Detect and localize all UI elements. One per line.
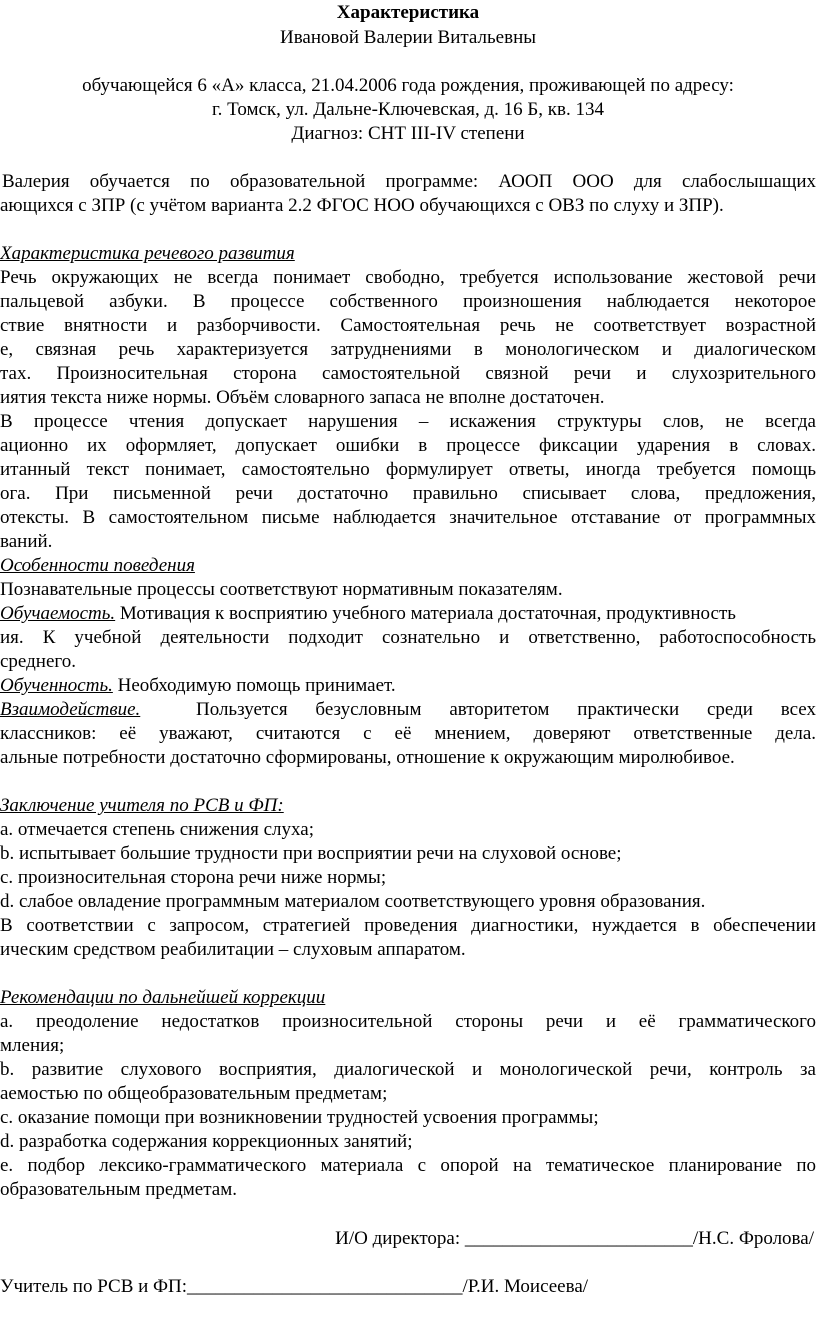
paragraph-line: Познавательные процессы соответствуют нормативным показателям. — [0, 579, 563, 600]
list-item: e. подбор лексико-грамматического материала с опорой на тематическое планирование по — [0, 1155, 816, 1176]
paragraph-line: е, связная речь характеризуется затруднениями в монологическом и диалогическом — [0, 339, 816, 360]
paragraph-line: классников: её уважают, считаются с её мнением, доверяют ответственные дела. — [0, 723, 816, 744]
list-item: c. оказание помощи при возникновении трудностей усвоения программы; — [0, 1107, 599, 1128]
interaction-line — [0, 699, 816, 721]
paragraph-line: тах. Произносительная сторона самостоятельной связной речи и слухозрительного — [0, 363, 816, 384]
intro-line: Валерия обучается по образовательной программе: АООП ООО для слабослышащих — [2, 171, 816, 192]
paragraph-line: ическим средством реабилитации – слуховым аппаратом. — [0, 939, 466, 960]
list-item: d. разработка содержания коррекционных занятий; — [0, 1131, 413, 1152]
learnability-label: Обучаемость. — [0, 603, 116, 624]
learnability-line — [0, 603, 736, 625]
paragraph-line: итанный текст понимает, самостоятельно формулирует ответы, иногда требуется помощь — [0, 459, 816, 480]
paragraph-line: В процессе чтения допускает нарушения – искажения структуры слов, не всегда — [0, 411, 816, 432]
paragraph-line: ия. К учебной деятельности подходит сознательно и ответственно, работоспособность — [0, 627, 816, 648]
intro-line: ающихся с ЗПР (с учётом варианта 2.2 ФГОС НОО обучающихся с ОВЗ по слуху и ЗПР). — [0, 195, 724, 216]
paragraph-line: иятия текста ниже нормы. Объём словарного запаса не вполне достаточен. — [0, 387, 605, 408]
student-info: обучающейся 6 «А» класса, 21.04.2006 года рождения, проживающей по адресу: — [82, 75, 734, 96]
paragraph-line: ога. При письменной речи достаточно правильно списывает слова, предложения, — [0, 483, 816, 504]
paragraph-line: В соответствии с запросом, стратегией проведения диагностики, нуждается в обеспечении — [0, 915, 816, 936]
paragraph-line: отексты. В самостоятельном письме наблюдается значительное отставание от программных — [0, 507, 816, 528]
paragraph-line: ствие внятности и разборчивости. Самостоятельная речь не соответствует возрастной — [0, 315, 816, 336]
paragraph-line: среднего. — [0, 651, 76, 672]
section-heading-conclusion: Заключение учителя по РСВ и ФП: — [0, 795, 284, 816]
section-heading-speech: Характеристика речевого развития — [0, 243, 295, 264]
paragraph-line: Речь окружающих не всегда понимает свободно, требуется использование жестовой речи — [0, 267, 816, 288]
interaction-label: Взаимодействие. — [0, 699, 141, 720]
training-label: Обученность. — [0, 675, 113, 696]
list-item: мления; — [0, 1035, 65, 1056]
training-text: Необходимую помощь принимает. — [112, 675, 396, 696]
teacher-signature: Учитель по РСВ и ФП:_____________________________/Р.И. Моисеева/ — [0, 1276, 589, 1297]
section-heading-recommendations: Рекомендации по дальнейшей коррекции — [0, 987, 326, 1008]
list-item: b. развитие слухового восприятия, диалогической и монологической речи, контроль за — [0, 1059, 816, 1080]
list-item: a. отмечается степень снижения слуха; — [0, 819, 314, 840]
paragraph-line: ваний. — [0, 531, 53, 552]
learnability-text: Мотивация к восприятию учебного материала достаточная, продуктивность — [115, 603, 736, 624]
diagnosis: Диагноз: СНТ III-IV степени — [291, 123, 525, 144]
list-item: b. испытывает большие трудности при восприятии речи на слуховой основе; — [0, 843, 622, 864]
list-item: образовательным предметам. — [0, 1179, 237, 1200]
student-name: Ивановой Валерии Витальевны — [279, 27, 537, 48]
section-heading-behavior: Особенности поведения — [0, 555, 195, 576]
list-item: d. слабое овладение программным материалом соответствующего уровня образования. — [0, 891, 706, 912]
document-title: Характеристика — [336, 2, 480, 23]
student-address: г. Томск, ул. Дальне-Ключевская, д. 16 Б, кв. 134 — [212, 99, 604, 120]
director-signature: И/О директора: ________________________/Н.С. Фролова/ — [335, 1228, 814, 1249]
paragraph-line: ационно их оформляет, допускает ошибки в процессе фиксации ударения в словах. — [0, 435, 816, 456]
training-line — [0, 675, 396, 697]
paragraph-line: альные потребности достаточно сформированы, отношение к окружающим миролюбивое. — [0, 747, 735, 768]
list-item: аемостью по общеобразовательным предметам; — [0, 1083, 388, 1104]
list-item: a. преодоление недостатков произносительной стороны речи и её грамматического — [0, 1011, 816, 1032]
interaction-text: Пользуется безусловным авторитетом практически среди всех — [140, 699, 816, 720]
list-item: c. произносительная сторона речи ниже нормы; — [0, 867, 387, 888]
paragraph-line: пальцевой азбуки. В процессе собственного произношения наблюдается некоторое — [0, 291, 816, 312]
